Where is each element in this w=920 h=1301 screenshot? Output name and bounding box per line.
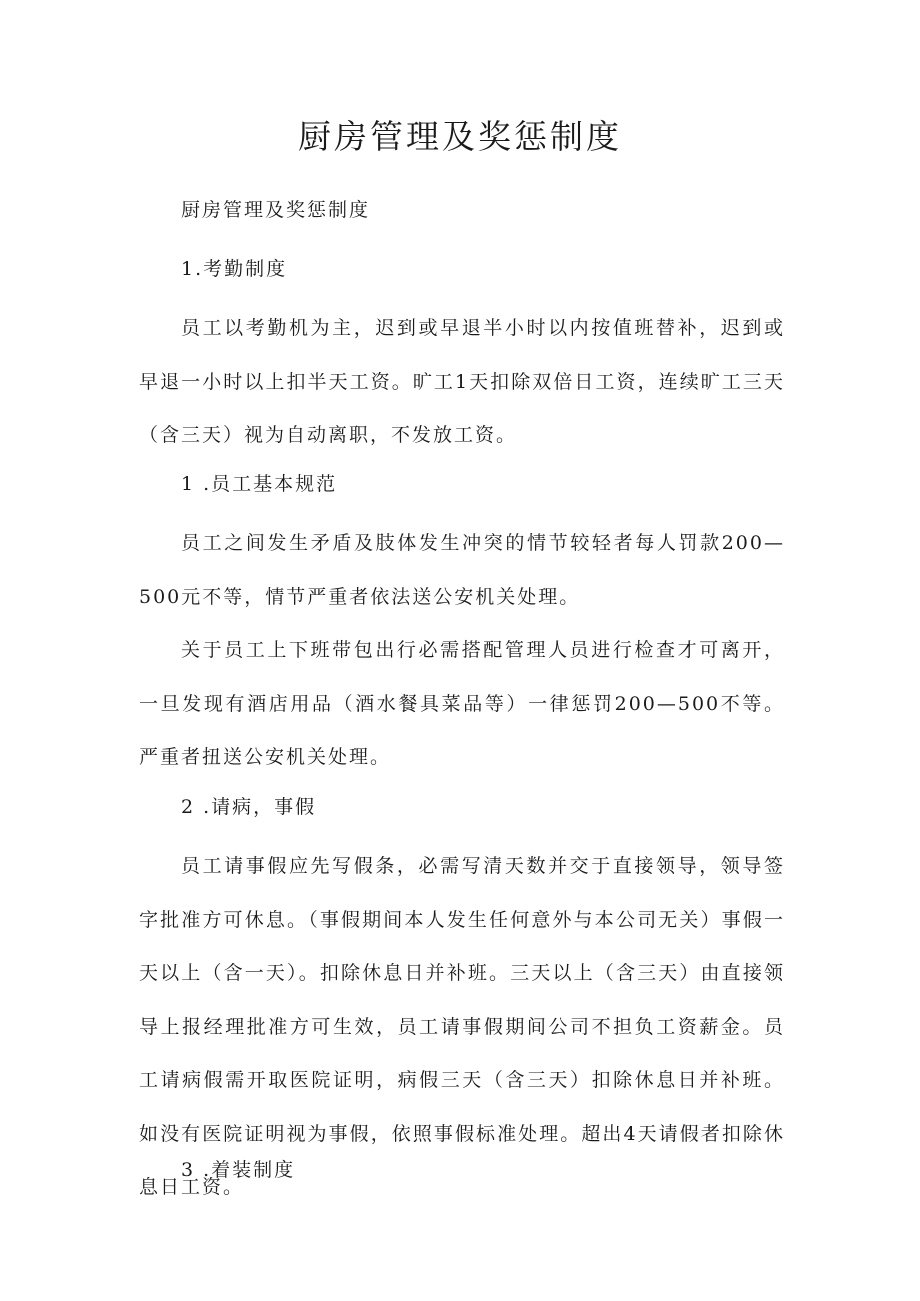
paragraph-leave-policy: 员工请事假应先写假条，必需写清天数并交于直接领导，领导签字批准方可休息。（事假期间本人发生任何意外与本公司无关）事假一天以上（含一天）。扣除休息日并补班。三天以上（含三天）由直接领导上报经理批准方可生效，员工请事假期间公司不担负工资薪金。员工请病假需开取医院证明，病假三天（含三天）扣除休息日并补班。如没有医院证明视为事假，依照事假标准处理。超出4天请假者扣除休息日工资。 — [139, 855, 785, 1198]
section-heading-dress-code: 3 .着装制度 — [181, 1159, 296, 1181]
section-heading-leave: 2 .请病，事假 — [181, 796, 317, 818]
document-subtitle: 厨房管理及奖惩制度 — [181, 199, 371, 221]
section-heading-attendance: 1.考勤制度 — [181, 258, 288, 280]
document-title: 厨房管理及奖惩制度 — [298, 117, 622, 156]
paragraph-bag-inspection: 关于员工上下班带包出行必需搭配管理人员进行检查才可离开，一旦发现有酒店用品（酒水餐具菜品等）一律惩罚200—500不等。严重者扭送公安机关处理。 — [139, 639, 785, 768]
paragraph-conflict-penalty: 员工之间发生矛盾及肢体发生冲突的情节较轻者每人罚款200—500元不等，情节严重者依法送公安机关处理。 — [139, 532, 785, 608]
section-heading-basic-rules: 1 .员工基本规范 — [181, 473, 338, 495]
paragraph-attendance: 员工以考勤机为主，迟到或早退半小时以内按值班替补，迟到或早退一小时以上扣半天工资。旷工1天扣除双倍日工资，连续旷工三天（含三天）视为自动离职，不发放工资。 — [139, 317, 785, 446]
